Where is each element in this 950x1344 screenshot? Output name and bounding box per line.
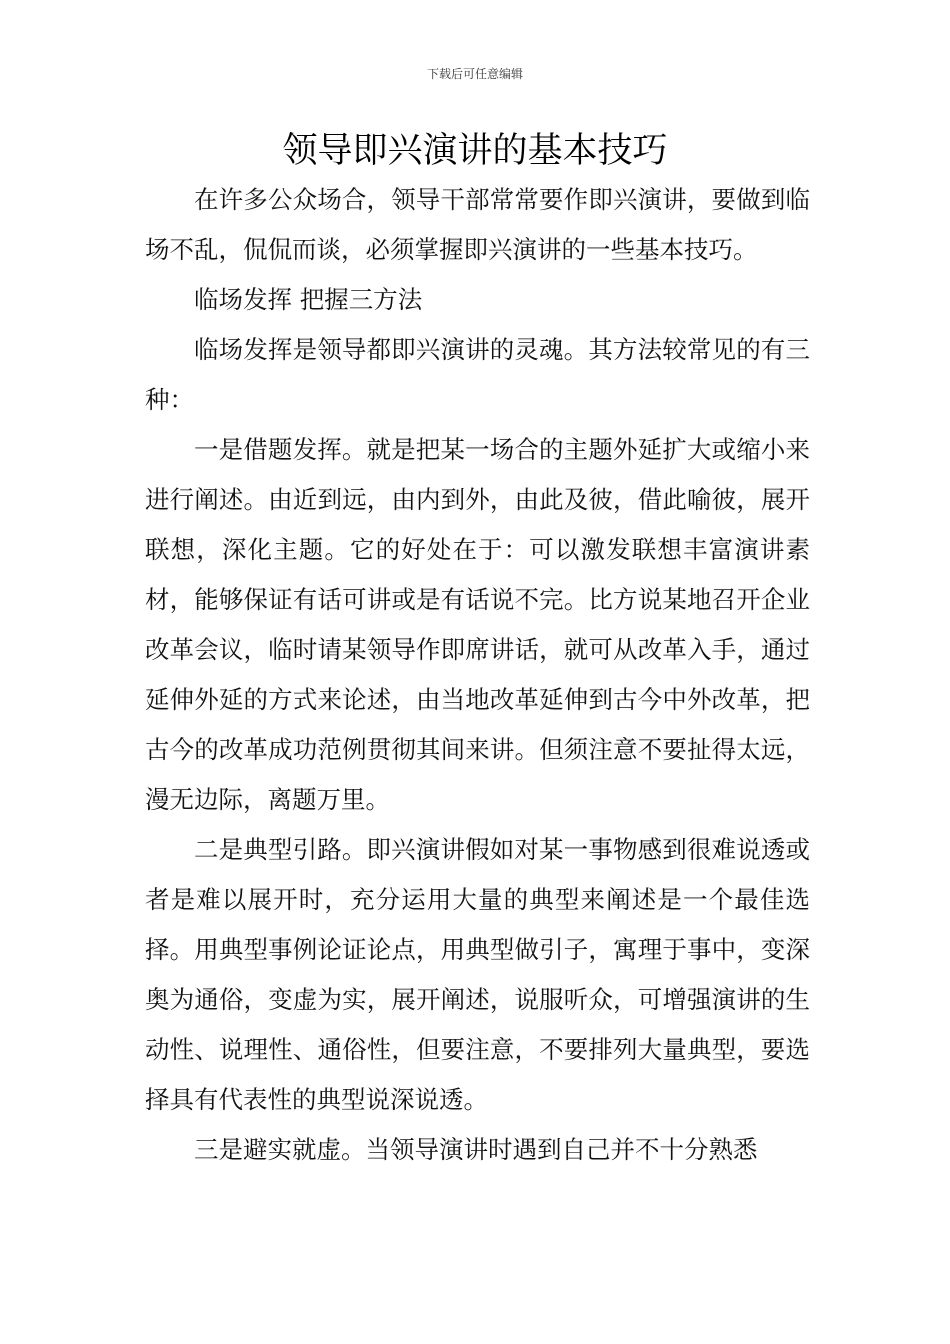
- paragraph-methods-overview: 临场发挥是领导都即兴演讲的灵魂。其方法较常见的有三种：: [145, 335, 810, 414]
- paragraph-intro: 在许多公众场合，领导干部常常要作即兴演讲，要做到临场不乱，侃侃而谈，必须掌握即兴演讲的一些基本技巧。: [145, 185, 810, 264]
- paragraph-method-one: 一是借题发挥。就是把某一场合的主题外延扩大或缩小来进行阐述。由近到远，由内到外，由此及彼，借此喻彼，展开联想，深化主题。它的好处在于：可以激发联想丰富演讲素材，能够保证有话可讲或是有话说不完。比方说某地召开企业改革会议，临时请某领导作即席讲话，就可从改革入手，通过延伸外延的方式来论述，由当地改革延伸到古今中外改革，把古今的改革成功范例贯彻其间来讲。但须注意不要扯得太远，漫无边际，离题万里。: [145, 435, 810, 814]
- document-title: 领导即兴演讲的基本技巧: [282, 131, 668, 171]
- paragraph-method-three: 三是避实就虚。当领导演讲时遇到自己并不十分熟悉: [194, 1135, 758, 1164]
- page-header-note: 下载后可任意编辑: [426, 67, 523, 81]
- paragraph-method-two: 二是典型引路。即兴演讲假如对某一事物感到很难说透或者是难以展开时，充分运用大量的典型来阐述是一个最佳选择。用典型事例论证论点，用典型做引子，寓理于事中，变深奥为通俗，变虚为实，展开阐述，说服听众，可增强演讲的生动性、说理性、通俗性，但要注意，不要排列大量典型，要选择具有代表性的典型说深说透。: [145, 835, 810, 1114]
- section-heading: 临场发挥 把握三方法: [194, 285, 423, 314]
- document-body: [145, 175, 810, 1175]
